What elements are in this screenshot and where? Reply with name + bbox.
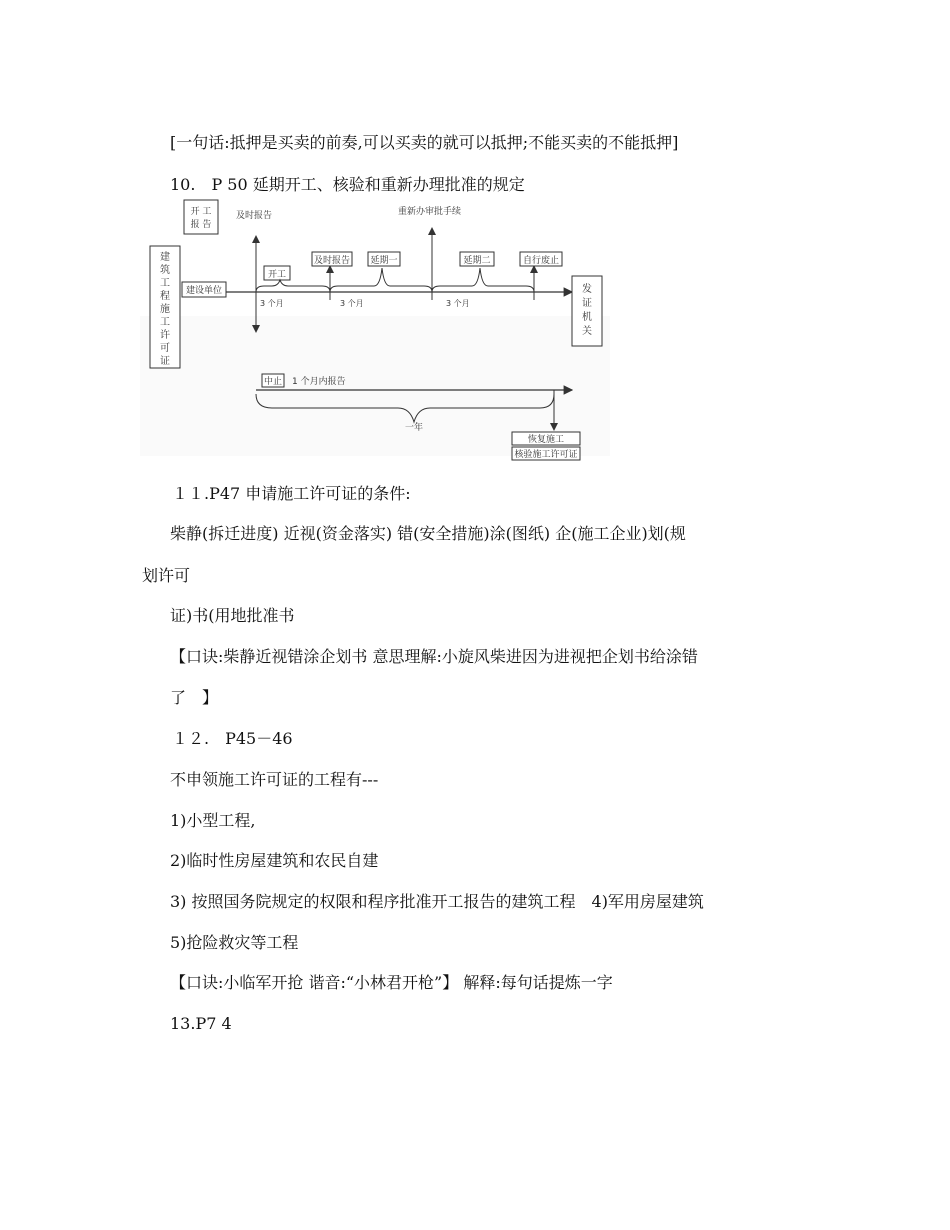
extension-2-label: 延期二: [463, 256, 491, 266]
three-months-1: 3 个月: [260, 299, 284, 308]
list-item: 5)抢险救灾等工程: [170, 933, 299, 952]
issuing-authority-char: 发: [582, 284, 592, 295]
auto-void-label: 自行废止: [522, 256, 560, 266]
issuing-authority-char: 证: [582, 298, 592, 309]
timely-report-box-label: 及时报告: [313, 256, 351, 266]
permit-char: 施: [160, 304, 170, 315]
resume-label: 恢复施工: [527, 435, 565, 445]
permit-char: 可: [160, 343, 170, 354]
issuing-authority-char: 关: [582, 326, 592, 337]
list-item: 1)小型工程,: [170, 811, 256, 830]
permit-char: 许: [160, 330, 170, 341]
mnemonic-line: 了 】: [170, 688, 219, 707]
three-months-2: 3 个月: [340, 299, 364, 308]
section-heading: 13.P7 4: [170, 1014, 232, 1033]
mnemonic-line: 【口诀:小临军开抢 谐音:“小林君开枪”】 解释:每句话提炼一字: [170, 973, 613, 992]
text-line: 不申领施工许可证的工程有---: [170, 770, 379, 789]
report-within-month-label: 1 个月内报告: [292, 377, 346, 387]
suspend-label: 中止: [263, 377, 283, 387]
three-months-3: 3 个月: [446, 299, 470, 308]
one-year-label: 一年: [405, 423, 424, 433]
list-item: 3) 按照国务院规定的权限和程序批准开工报告的建筑工程 4)军用房屋建筑: [170, 892, 704, 911]
text-line: 划许可: [142, 566, 191, 585]
extension-1-label: 延期一: [370, 256, 398, 266]
issuing-authority-char: 机: [582, 312, 592, 323]
permit-char: 工: [160, 317, 170, 328]
construction-permit-flow-diagram: [140, 196, 610, 466]
section-heading: １２. P45－46: [172, 729, 293, 748]
mnemonic-line: 【口诀:柴静近视错涂企划书 意思理解:小旋风柴进因为进视把企划书给涂错: [170, 647, 698, 666]
build-unit-label: 建设单位: [185, 286, 223, 296]
text-line: [一句话:抵押是买卖的前奏,可以买卖的就可以抵押;不能买卖的不能抵押]: [170, 133, 679, 152]
list-item: 2)临时性房屋建筑和农民自建: [170, 851, 379, 870]
kaigong-report-line1: 开 工: [190, 207, 212, 217]
permit-char: 证: [160, 356, 170, 367]
permit-char: 程: [160, 291, 170, 302]
section-heading: 10. P 50 延期开工、核验和重新办理批准的规定: [170, 175, 525, 194]
verify-permit-label: 核验施工许可证: [514, 450, 578, 460]
timely-report-top-label: 及时报告: [236, 211, 273, 221]
text-line: 证)书(用地批准书: [170, 606, 295, 625]
permit-char: 建: [160, 252, 170, 263]
section-heading: １１.P47 申请施工许可证的条件:: [172, 484, 411, 503]
reapply-label: 重新办审批手续: [398, 207, 462, 217]
permit-char: 工: [160, 278, 170, 289]
text-line: 柴静(拆迁进度) 近视(资金落实) 错(安全措施)涂(图纸) 企(施工企业)划(规: [170, 524, 686, 543]
start-label: 开工: [267, 270, 287, 280]
kaigong-report-line2: 报 告: [190, 220, 212, 230]
permit-char: 筑: [160, 265, 170, 276]
